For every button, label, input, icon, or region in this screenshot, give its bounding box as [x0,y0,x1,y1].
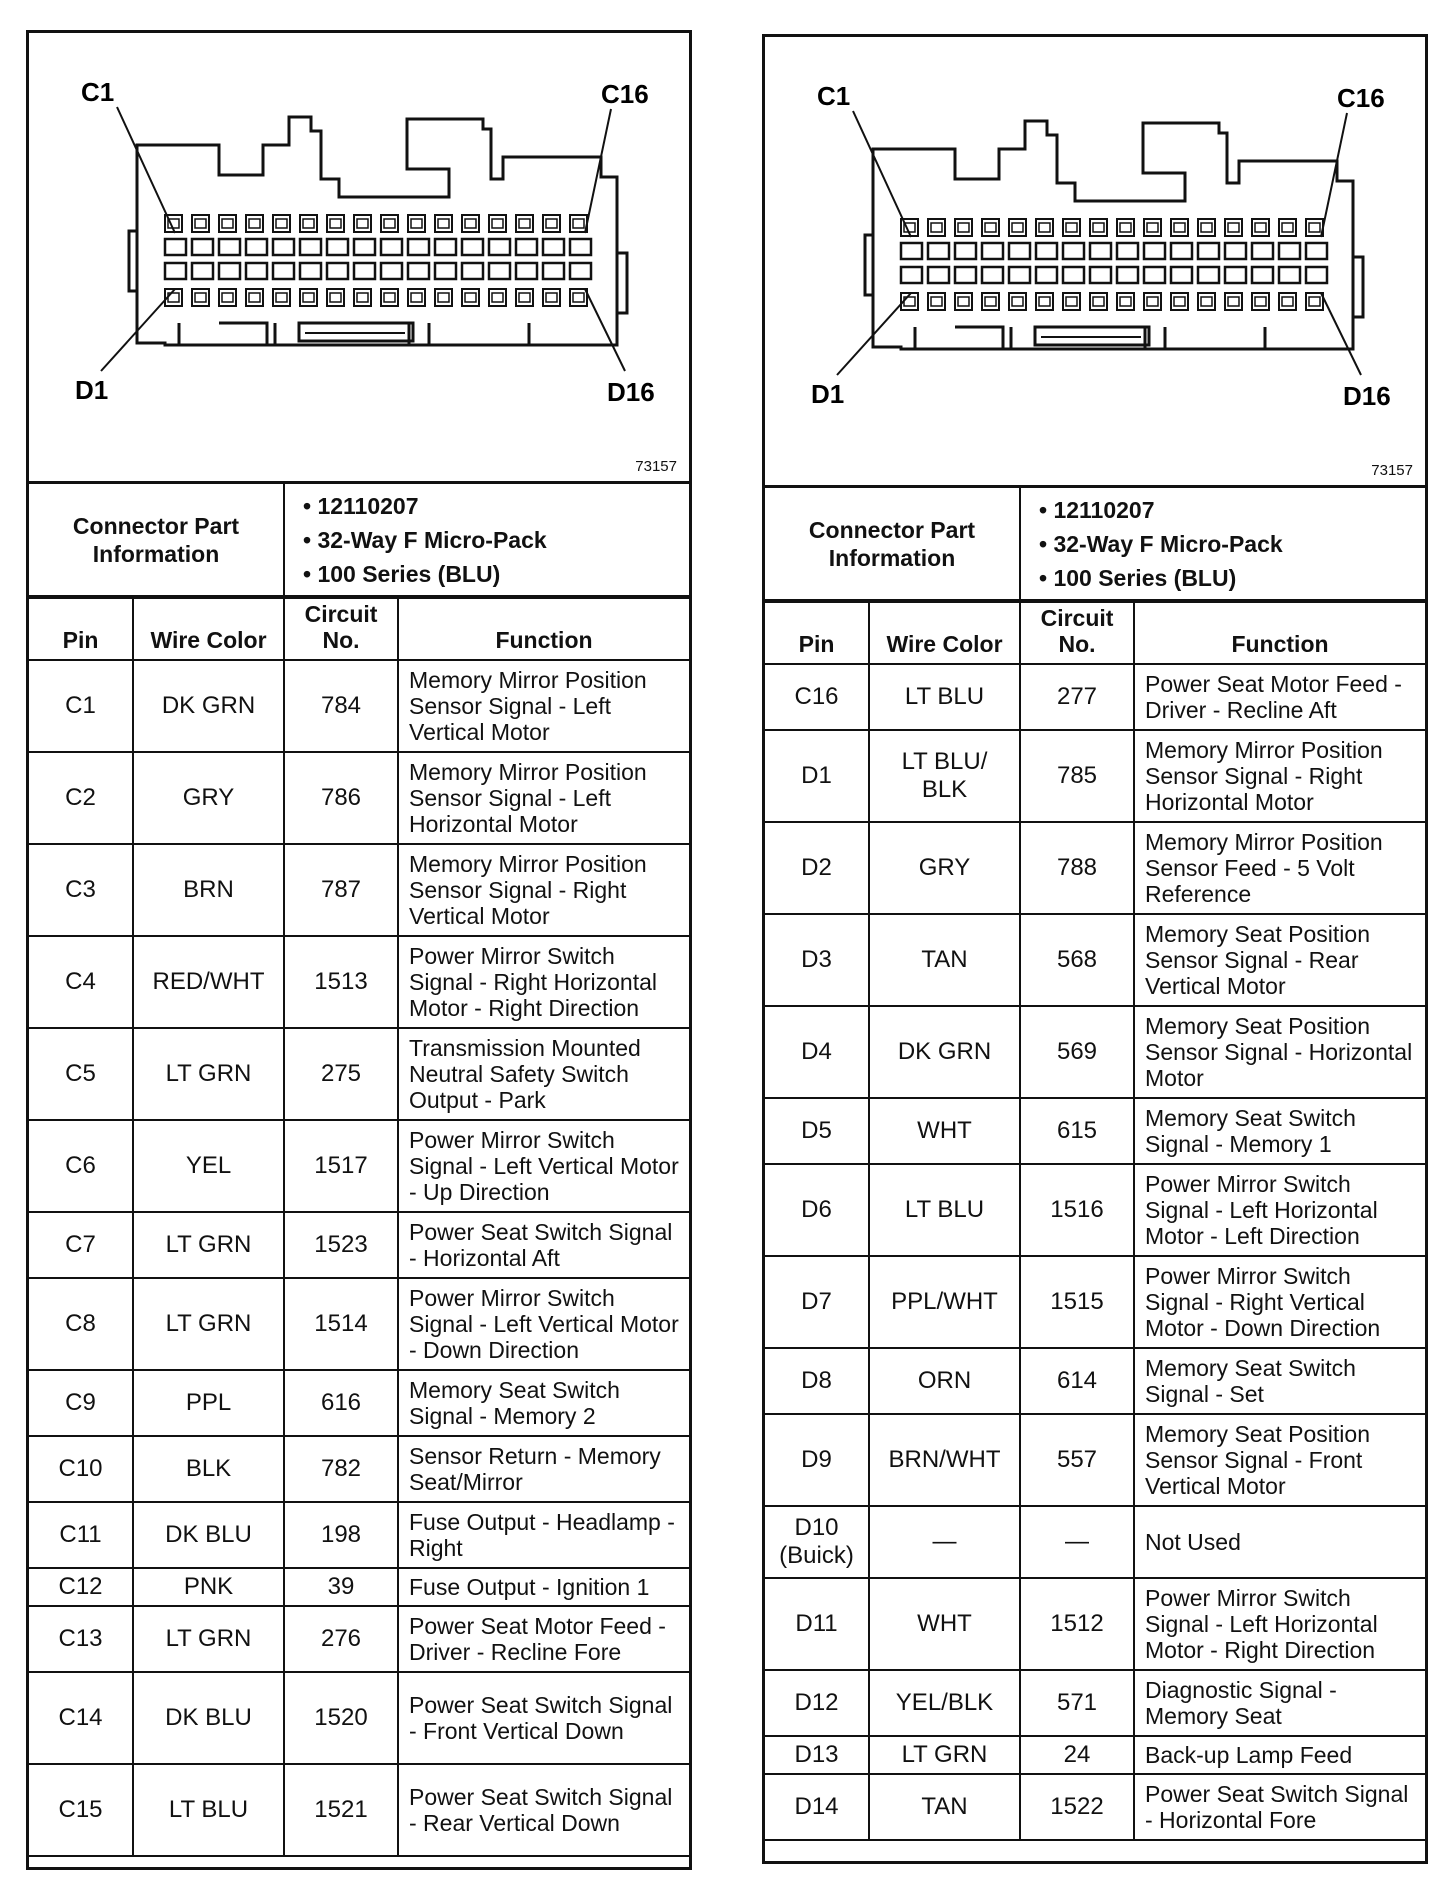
connector-drawing [765,37,1425,485]
pin-cell: D14 [765,1774,869,1840]
function-cell: Power Mirror Switch Signal - Right Horizontal Motor - Right Direction [398,936,689,1028]
header-circuit: Circuit No. [284,598,398,660]
function-cell: Memory Seat Position Sensor Signal - Horizontal Motor [1134,1006,1425,1098]
wire-color-cell: BRN [133,844,284,936]
table-row [765,1670,1425,1736]
circuit-cell: 1515 [1020,1256,1134,1348]
wire-color-cell: LT BLU/ BLK [869,730,1020,822]
table-row [29,1370,689,1436]
table-row [765,1098,1425,1164]
table-row [29,936,689,1028]
pin-cell: C10 [29,1436,133,1502]
pin-cell: C8 [29,1278,133,1370]
wire-color-cell: BRN/WHT [869,1414,1020,1506]
table-row [29,1120,689,1212]
circuit-cell: 198 [284,1502,398,1568]
header-wire-color: Wire Color [133,598,284,660]
wire-color-cell: YEL [133,1120,284,1212]
pin-cell: C7 [29,1212,133,1278]
pin-table-header [765,602,1425,664]
function-cell: Memory Mirror Position Sensor Signal - Right Vertical Motor [398,844,689,936]
function-cell: Memory Seat Position Sensor Signal - Front Vertical Motor [1134,1414,1425,1506]
pin-cell: D5 [765,1098,869,1164]
pin-cell: D3 [765,914,869,1006]
part-number: • 12110207 [303,489,681,523]
label-c1: C1 [81,77,115,107]
pin-table [765,601,1425,1841]
table-row [29,1606,689,1672]
connector-diagram [765,37,1425,488]
table-row [29,660,689,752]
pin-cell: C2 [29,752,133,844]
table-row [29,1568,689,1606]
table-row [765,1578,1425,1670]
connector-info-list [1020,488,1425,600]
function-cell: Power Mirror Switch Signal - Left Vertical Motor - Down Direction [398,1278,689,1370]
table-row [29,1212,689,1278]
table-row [765,822,1425,914]
wire-color-cell: — [869,1506,1020,1578]
function-cell: Sensor Return - Memory Seat/Mirror [398,1436,689,1502]
wire-color-cell: LT BLU [869,664,1020,730]
wire-color-cell: PPL/WHT [869,1256,1020,1348]
left-panel [26,30,692,1870]
table-row [29,752,689,844]
pin-cell: C13 [29,1606,133,1672]
circuit-cell: 1521 [284,1764,398,1856]
wire-color-cell: PNK [133,1568,284,1606]
label-c1: C1 [817,81,851,111]
circuit-cell: 784 [284,660,398,752]
label-c16: C16 [601,79,649,109]
table-row [765,1736,1425,1774]
circuit-cell: 39 [284,1568,398,1606]
wire-color-cell: TAN [869,914,1020,1006]
label-c16: C16 [1337,83,1385,113]
circuit-cell: — [1020,1506,1134,1578]
table-row [29,1028,689,1120]
function-cell: Power Mirror Switch Signal - Left Vertical Motor - Up Direction [398,1120,689,1212]
function-cell: Memory Seat Switch Signal - Memory 2 [398,1370,689,1436]
connector-info-table [765,488,1425,601]
wire-color-cell: YEL/BLK [869,1670,1020,1736]
function-cell: Memory Seat Position Sensor Signal - Rear Vertical Motor [1134,914,1425,1006]
pin-cell: C16 [765,664,869,730]
function-cell: Memory Seat Switch Signal - Memory 1 [1134,1098,1425,1164]
circuit-cell: 1512 [1020,1578,1134,1670]
connector-drawing [29,33,689,481]
wire-color-cell: BLK [133,1436,284,1502]
table-row [765,1348,1425,1414]
pin-cell: C14 [29,1672,133,1764]
function-cell: Not Used [1134,1506,1425,1578]
pin-table [29,597,689,1857]
function-cell: Power Mirror Switch Signal - Right Vertical Motor - Down Direction [1134,1256,1425,1348]
header-function: Function [1134,602,1425,664]
table-row [29,1672,689,1764]
function-cell: Transmission Mounted Neutral Safety Switch Output - Park [398,1028,689,1120]
pin-cell: D1 [765,730,869,822]
pin-cell: C3 [29,844,133,936]
circuit-cell: 1516 [1020,1164,1134,1256]
label-d1: D1 [811,379,845,409]
wire-color-cell: DK BLU [133,1502,284,1568]
pin-cell: D6 [765,1164,869,1256]
pin-cell: D12 [765,1670,869,1736]
function-cell: Power Mirror Switch Signal - Left Horizontal Motor - Left Direction [1134,1164,1425,1256]
pin-table-header [29,598,689,660]
table-row [765,914,1425,1006]
pin-cell: C11 [29,1502,133,1568]
pin-cell: C1 [29,660,133,752]
pin-cell: D2 [765,822,869,914]
right-panel [762,34,1428,1864]
function-cell: Power Seat Switch Signal - Front Vertical Down [398,1672,689,1764]
connector-info-label: Connector Part Information [29,484,284,596]
circuit-cell: 786 [284,752,398,844]
header-pin: Pin [765,602,869,664]
table-row [29,1764,689,1856]
connector-diagram [29,33,689,484]
wire-color-cell: DK GRN [869,1006,1020,1098]
wire-color-cell: TAN [869,1774,1020,1840]
wire-color-cell: PPL [133,1370,284,1436]
pin-cell: D11 [765,1578,869,1670]
table-row [29,1502,689,1568]
pin-cell: D9 [765,1414,869,1506]
table-row [29,1278,689,1370]
wire-color-cell: DK GRN [133,660,284,752]
wire-color-cell: ORN [869,1348,1020,1414]
function-cell: Power Seat Motor Feed - Driver - Recline Aft [1134,664,1425,730]
figure-number: 73157 [1371,462,1413,479]
function-cell: Fuse Output - Headlamp - Right [398,1502,689,1568]
wire-color-cell: LT GRN [133,1212,284,1278]
circuit-cell: 1517 [284,1120,398,1212]
circuit-cell: 1513 [284,936,398,1028]
circuit-cell: 788 [1020,822,1134,914]
pin-cell: D13 [765,1736,869,1774]
function-cell: Power Seat Switch Signal - Horizontal Aft [398,1212,689,1278]
header-function: Function [398,598,689,660]
table-row [765,1256,1425,1348]
connector-series: • 100 Series (BLU) [303,557,681,591]
table-row [29,1436,689,1502]
circuit-cell: 24 [1020,1736,1134,1774]
circuit-cell: 275 [284,1028,398,1120]
function-cell: Power Mirror Switch Signal - Left Horizontal Motor - Right Direction [1134,1578,1425,1670]
table-row [765,664,1425,730]
connector-type: • 32-Way F Micro-Pack [1039,527,1417,561]
label-d16: D16 [607,377,655,407]
circuit-cell: 616 [284,1370,398,1436]
wire-color-cell: LT GRN [133,1028,284,1120]
function-cell: Fuse Output - Ignition 1 [398,1568,689,1606]
table-row [765,730,1425,822]
table-row [765,1006,1425,1098]
pin-cell: D7 [765,1256,869,1348]
circuit-cell: 557 [1020,1414,1134,1506]
header-circuit: Circuit No. [1020,602,1134,664]
function-cell: Memory Mirror Position Sensor Signal - Left Horizontal Motor [398,752,689,844]
table-row [765,1164,1425,1256]
header-pin: Pin [29,598,133,660]
function-cell: Memory Mirror Position Sensor Feed - 5 Volt Reference [1134,822,1425,914]
function-cell: Memory Mirror Position Sensor Signal - Left Vertical Motor [398,660,689,752]
function-cell: Power Seat Motor Feed - Driver - Recline Fore [398,1606,689,1672]
table-row [29,844,689,936]
circuit-cell: 569 [1020,1006,1134,1098]
circuit-cell: 277 [1020,664,1134,730]
circuit-cell: 1523 [284,1212,398,1278]
wire-color-cell: LT GRN [869,1736,1020,1774]
function-cell: Power Seat Switch Signal - Rear Vertical Down [398,1764,689,1856]
circuit-cell: 571 [1020,1670,1134,1736]
function-cell: Back-up Lamp Feed [1134,1736,1425,1774]
wire-color-cell: LT BLU [133,1764,284,1856]
label-d16: D16 [1343,381,1391,411]
header-wire-color: Wire Color [869,602,1020,664]
pin-cell: D4 [765,1006,869,1098]
table-row [765,1414,1425,1506]
connector-info-label: Connector Part Information [765,488,1020,600]
function-cell: Memory Mirror Position Sensor Signal - Right Horizontal Motor [1134,730,1425,822]
wire-color-cell: GRY [869,822,1020,914]
wire-color-cell: LT BLU [869,1164,1020,1256]
connector-housing [101,107,627,371]
wire-color-cell: WHT [869,1578,1020,1670]
label-d1: D1 [75,375,109,405]
circuit-cell: 1522 [1020,1774,1134,1840]
pin-cell: C5 [29,1028,133,1120]
function-cell: Diagnostic Signal - Memory Seat [1134,1670,1425,1736]
table-row [765,1774,1425,1840]
circuit-cell: 787 [284,844,398,936]
pin-cell: D10 (Buick) [765,1506,869,1578]
pin-cell: D8 [765,1348,869,1414]
connector-housing [837,111,1363,375]
wire-color-cell: LT GRN [133,1606,284,1672]
circuit-cell: 1520 [284,1672,398,1764]
table-row [765,1506,1425,1578]
pin-cell: C4 [29,936,133,1028]
circuit-cell: 785 [1020,730,1134,822]
circuit-cell: 614 [1020,1348,1134,1414]
part-number: • 12110207 [1039,493,1417,527]
wire-color-cell: DK BLU [133,1672,284,1764]
circuit-cell: 1514 [284,1278,398,1370]
pin-cell: C6 [29,1120,133,1212]
pin-cell: C15 [29,1764,133,1856]
circuit-cell: 782 [284,1436,398,1502]
connector-type: • 32-Way F Micro-Pack [303,523,681,557]
function-cell: Power Seat Switch Signal - Horizontal Fore [1134,1774,1425,1840]
wire-color-cell: LT GRN [133,1278,284,1370]
circuit-cell: 615 [1020,1098,1134,1164]
circuit-cell: 568 [1020,914,1134,1006]
figure-number: 73157 [635,458,677,475]
wire-color-cell: WHT [869,1098,1020,1164]
function-cell: Memory Seat Switch Signal - Set [1134,1348,1425,1414]
circuit-cell: 276 [284,1606,398,1672]
pin-cell: C9 [29,1370,133,1436]
connector-info-table [29,484,689,597]
wire-color-cell: GRY [133,752,284,844]
wire-color-cell: RED/WHT [133,936,284,1028]
connector-series: • 100 Series (BLU) [1039,561,1417,595]
pin-cell: C12 [29,1568,133,1606]
connector-info-list [284,484,689,596]
